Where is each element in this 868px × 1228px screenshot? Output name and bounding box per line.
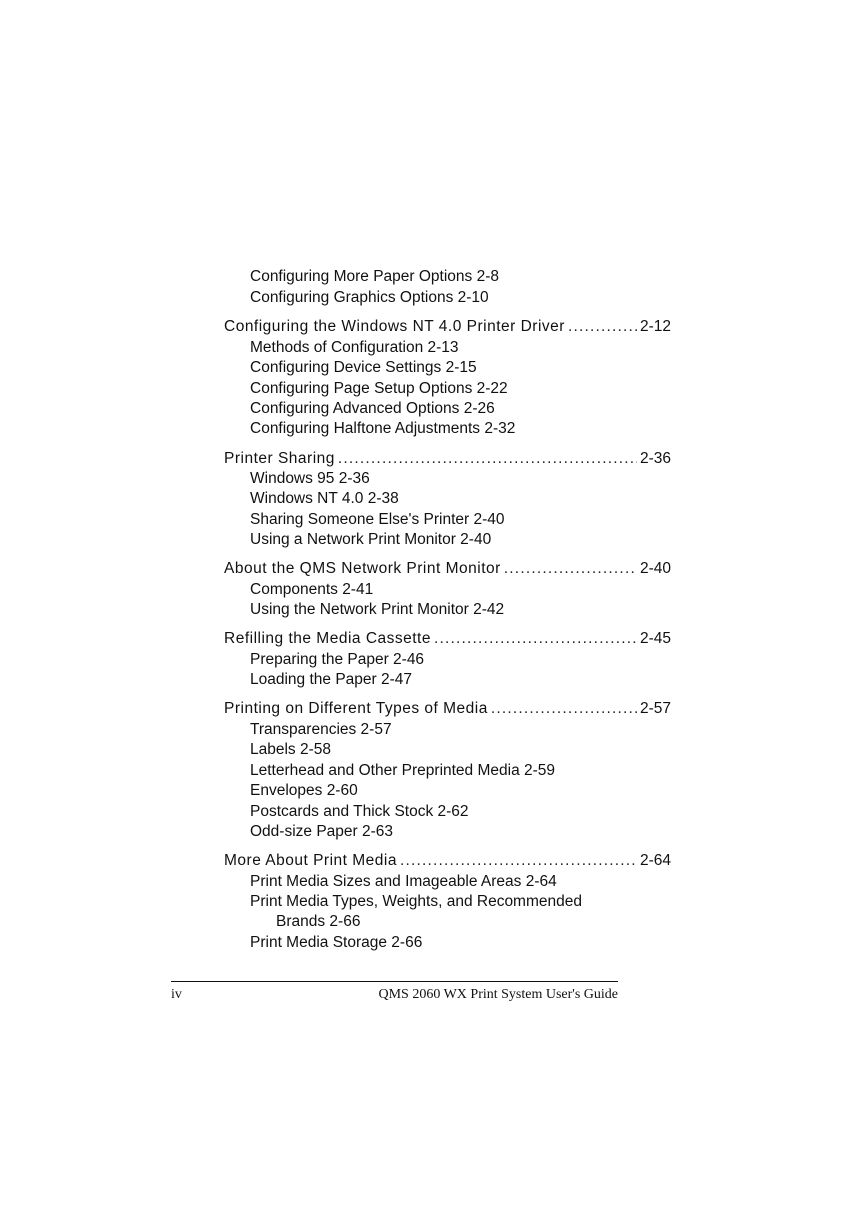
toc-entry: Letterhead and Other Preprinted Media 2-59 <box>250 762 556 779</box>
toc-section-page: 2-12 <box>639 318 671 335</box>
page-number: iv <box>171 987 182 1002</box>
dot-leader <box>568 317 637 337</box>
footer-rule <box>171 981 618 982</box>
toc-entry: Print Media Storage 2-66 <box>250 934 423 951</box>
toc-section-heading <box>224 559 671 579</box>
toc-section-page: 2-57 <box>639 700 671 717</box>
toc-section-title: Printer Sharing <box>224 450 335 467</box>
toc-section-title: Refilling the Media Cassette <box>224 630 431 647</box>
toc-entry: Methods of Configuration 2-13 <box>250 339 459 356</box>
toc-entry: Envelopes 2-60 <box>250 782 358 799</box>
toc-entry: Windows NT 4.0 2-38 <box>250 490 399 507</box>
toc-entry: Transparencies 2-57 <box>250 721 392 738</box>
toc-section-title: Printing on Different Types of Media <box>224 700 488 717</box>
toc-entry: Configuring Graphics Options 2-10 <box>250 289 489 306</box>
toc-section-title: Configuring the Windows NT 4.0 Printer Driver <box>224 318 565 335</box>
dot-leader <box>491 699 637 719</box>
dot-leader <box>434 629 637 649</box>
toc-entry: Configuring More Paper Options 2-8 <box>250 268 499 285</box>
toc-entry-continuation: Brands 2-66 <box>276 913 361 930</box>
toc-section-heading <box>224 851 671 871</box>
toc-section-page: 2-40 <box>639 560 671 577</box>
toc-section-heading <box>224 699 671 719</box>
toc-section-page: 2-36 <box>639 450 671 467</box>
toc-entry: Loading the Paper 2-47 <box>250 671 413 688</box>
toc-section-heading <box>224 317 671 337</box>
toc-entry: Print Media Types, Weights, and Recommended <box>250 893 582 910</box>
toc-entry: Using a Network Print Monitor 2-40 <box>250 531 492 548</box>
toc-entry: Configuring Advanced Options 2-26 <box>250 400 495 417</box>
toc-entry: Odd-size Paper 2-63 <box>250 823 394 840</box>
toc-entry: Postcards and Thick Stock 2-62 <box>250 803 469 820</box>
toc-entry: Print Media Sizes and Imageable Areas 2-64 <box>250 873 557 890</box>
dot-leader <box>400 851 637 871</box>
dot-leader <box>338 449 637 469</box>
running-footer-title: QMS 2060 WX Print System User's Guide <box>378 987 618 1002</box>
toc-entry: Preparing the Paper 2-46 <box>250 651 425 668</box>
toc-entry: Labels 2-58 <box>250 741 332 758</box>
dot-leader <box>504 559 637 579</box>
toc-entry: Sharing Someone Else's Printer 2-40 <box>250 511 505 528</box>
toc-section-page: 2-64 <box>639 852 671 869</box>
toc-entry: Windows 95 2-36 <box>250 470 370 487</box>
toc-entry: Configuring Device Settings 2-15 <box>250 359 477 376</box>
toc-section-heading <box>224 449 671 469</box>
toc-section-heading <box>224 629 671 649</box>
toc-entry: Using the Network Print Monitor 2-42 <box>250 601 505 618</box>
toc-section-title: More About Print Media <box>224 852 397 869</box>
toc-entry: Components 2-41 <box>250 581 374 598</box>
toc-entry: Configuring Page Setup Options 2-22 <box>250 380 508 397</box>
toc-section-page: 2-45 <box>639 630 671 647</box>
toc-section-title: About the QMS Network Print Monitor <box>224 560 501 577</box>
toc-entry: Configuring Halftone Adjustments 2-32 <box>250 420 516 437</box>
